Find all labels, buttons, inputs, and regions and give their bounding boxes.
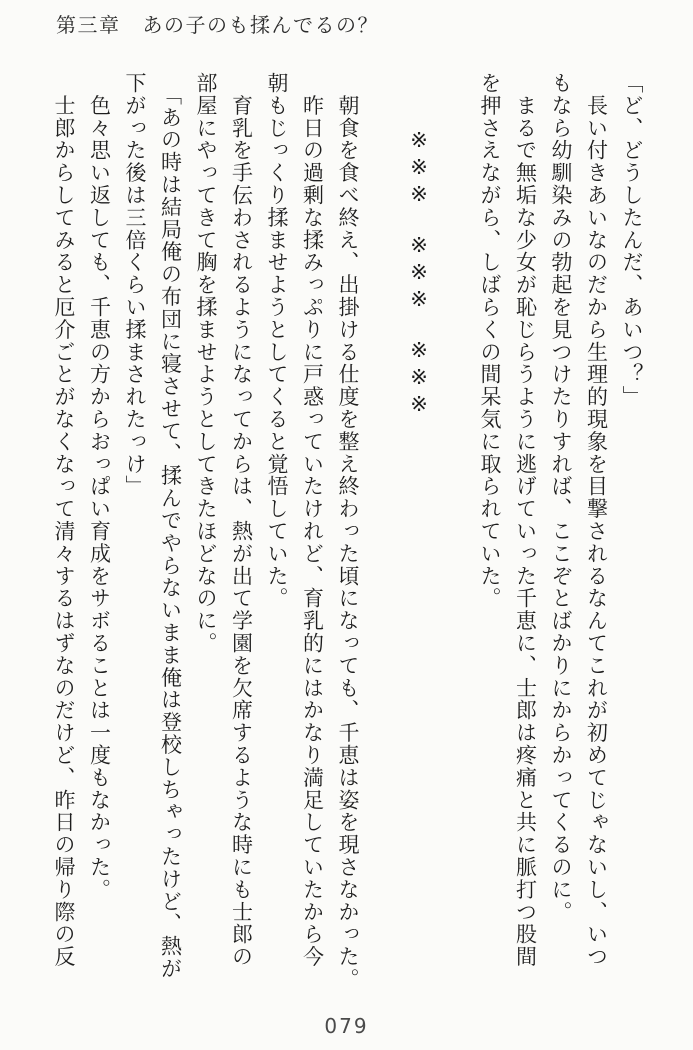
text-line: 朝もじっくり揉ませようとしてくると覚悟していた。 [265,72,289,610]
blank-line [436,72,472,997]
chapter-number: 第三章 [56,13,121,37]
text-line: 朝食を食べ終え、出掛ける仕度を整え終わった頃になっても、千恵は姿を現さなかった。 [336,72,360,991]
running-head [56,9,379,38]
chapter-title: あの子のも揉んでるの？ [142,13,379,37]
text-line: 士郎からしてみると厄介ごとがなくなって清々するはずなのだけど、昨日の帰り際の反 [52,72,76,968]
text-line: まるで無垢な少女が恥じらうように逃げていった千恵に、士郎は疼痛と共に脈打つ股間 [513,72,538,968]
text-line: もなら幼馴染みの勃起を見つけたりすれば、ここぞとばかりにからかってくるのに。 [549,72,573,924]
page-number: 079 [324,1014,369,1038]
text-line: 育乳を手伝わされるようになってからは、熱が出て学園を欠席するような時にも士郎の [229,72,254,968]
section-break-line: ※※※ ※※※ ※※※ [407,128,431,419]
text-line: 「あの時は結局俺の布団に寝させて、揉んでやらないまま俺は登校しちゃったけど、熱が [158,72,183,980]
text-line: 長い付きあいなのだから生理的現象を目撃されるなんてこれが初めてじゃないし、いつ [584,72,609,968]
text-line: 「ど、どうしたんだ、あいつ？」 [620,72,644,408]
text-line: 部屋にやってきて胸を揉ませようとしてきたほどなのに。 [194,72,218,655]
text-line: 昨日の過剰な揉みっぷりに戸惑っていたけれど、育乳的にはかなり満足していたから今 [300,72,325,968]
vertical-body-text [46,72,650,997]
text-line: を押さえながら、しばらくの間呆気に取られていた。 [478,72,502,610]
blank-line [365,72,401,997]
text-line: 色々思い返しても、千恵の方からおっぱい育成をサボることは一度もなかった。 [87,72,112,901]
text-line: 下がった後は三倍くらい揉まされたっけ」 [123,72,147,498]
